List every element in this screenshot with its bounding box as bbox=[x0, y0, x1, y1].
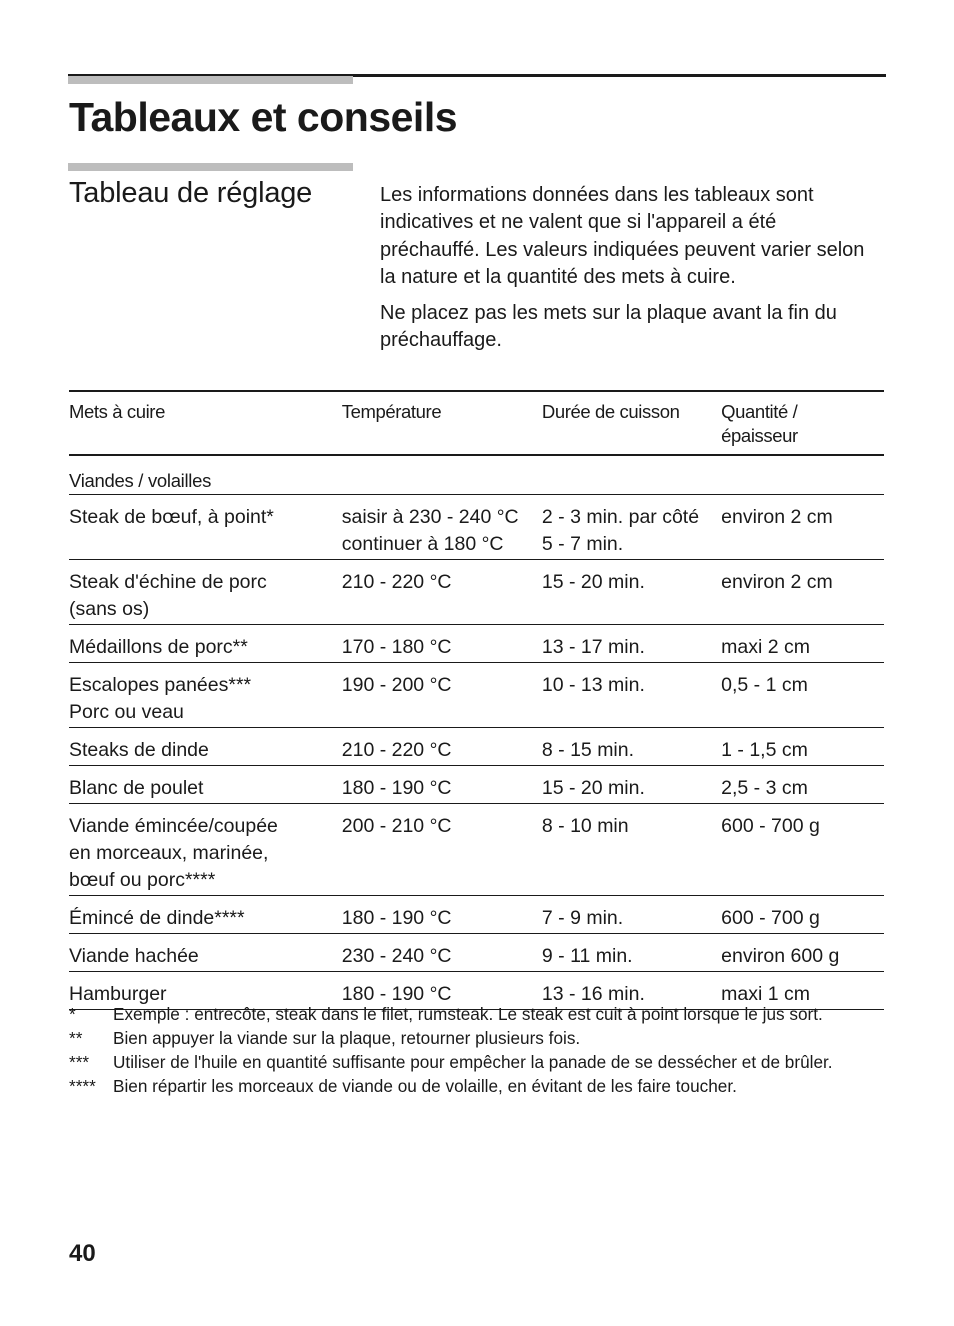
cell-duration: 15 - 20 min. bbox=[541, 571, 645, 593]
cell-duration: 10 - 13 min. bbox=[541, 674, 645, 696]
cell-quantity: 600 - 700 g bbox=[721, 815, 820, 837]
footnote-text: Exemple : entrecôte, steak dans le filet, rumsteak. Le steak est cuit à point lorsque le jus sort. bbox=[113, 1004, 823, 1024]
cell-duration: 13 - 17 min. bbox=[541, 636, 645, 658]
header-dish: Mets à cuire bbox=[69, 401, 165, 422]
cell-duration: 7 - 9 min. bbox=[541, 907, 624, 929]
cell-quantity: environ 2 cm bbox=[721, 571, 833, 593]
cell-temperature: 180 - 190 °C bbox=[341, 777, 452, 799]
cell-dish: Viande émincée/coupée en morceaux, marinée, bœuf ou porc**** bbox=[69, 815, 278, 891]
intro-paragraph: Les informations données dans les tableaux sont indicatives et ne valent que si l'appareil a été préchauffé. Les valeurs indiquées peuvent varier selon la nature et la quantité des mets à cuire. bbox=[380, 184, 865, 288]
cell-quantity: environ 600 g bbox=[721, 945, 840, 967]
cell-temperature: 180 - 190 °C bbox=[341, 983, 452, 1005]
footnotes bbox=[69, 1002, 884, 1098]
cell-temperature: 210 - 220 °C bbox=[341, 739, 452, 761]
intro-text bbox=[380, 182, 880, 364]
cell-quantity: maxi 1 cm bbox=[721, 983, 811, 1005]
cell-dish: Steak d'échine de porc (sans os) bbox=[69, 571, 267, 620]
cell-temperature: 210 - 220 °C bbox=[341, 571, 452, 593]
section-rule-accent bbox=[68, 163, 353, 171]
footnote bbox=[69, 1074, 884, 1098]
table-row bbox=[69, 766, 884, 804]
cell-dish: Viande hachée bbox=[69, 945, 199, 967]
cell-quantity: 2,5 - 3 cm bbox=[721, 777, 808, 799]
cell-dish: Médaillons de porc** bbox=[69, 636, 248, 658]
footnote-mark: * bbox=[69, 1004, 76, 1024]
section-title: Tableau de réglage bbox=[69, 177, 313, 209]
top-rule-accent bbox=[68, 76, 353, 84]
table-row bbox=[69, 560, 884, 625]
cell-temperature: 190 - 200 °C bbox=[341, 674, 452, 696]
table-row bbox=[69, 663, 884, 728]
cell-duration: 8 - 10 min bbox=[541, 815, 629, 837]
intro-paragraph: Ne placez pas les mets sur la plaque avant la fin du préchauffage. bbox=[380, 302, 837, 352]
cell-quantity: maxi 2 cm bbox=[721, 636, 811, 658]
cell-quantity: 0,5 - 1 cm bbox=[721, 674, 808, 696]
cell-temperature: 180 - 190 °C bbox=[341, 907, 452, 929]
cell-duration: 8 - 15 min. bbox=[541, 739, 635, 761]
footnote-mark: **** bbox=[69, 1076, 96, 1096]
footnote-text: Bien appuyer la viande sur la plaque, retourner plusieurs fois. bbox=[113, 1028, 581, 1048]
cell-dish: Émincé de dinde**** bbox=[69, 907, 245, 929]
cell-quantity: 1 - 1,5 cm bbox=[721, 739, 808, 761]
footnote bbox=[69, 1026, 884, 1050]
settings-table bbox=[69, 390, 884, 1010]
cell-duration: 9 - 11 min. bbox=[541, 945, 633, 967]
cell-quantity: environ 2 cm bbox=[721, 506, 833, 528]
cell-dish: Steaks de dinde bbox=[69, 739, 209, 761]
table-row bbox=[69, 804, 884, 896]
cell-temperature: saisir à 230 - 240 °C continuer à 180 °C bbox=[341, 506, 519, 555]
cell-temperature: 200 - 210 °C bbox=[341, 815, 452, 837]
cell-dish: Escalopes panées*** Porc ou veau bbox=[69, 674, 252, 723]
cell-temperature: 230 - 240 °C bbox=[341, 945, 452, 967]
cell-duration: 13 - 16 min. bbox=[541, 983, 645, 1005]
group-label: Viandes / volailles bbox=[69, 470, 212, 491]
footnote-mark: ** bbox=[69, 1028, 83, 1048]
page-title: Tableaux et conseils bbox=[69, 94, 458, 140]
footnote-text: Utiliser de l'huile en quantité suffisante pour empêcher la panade de se dessécher et de brûler. bbox=[113, 1052, 833, 1072]
table-row bbox=[69, 934, 884, 972]
footnote-mark: *** bbox=[69, 1052, 90, 1072]
footnote bbox=[69, 1002, 884, 1026]
cell-duration: 2 - 3 min. par côté 5 - 7 min. bbox=[541, 506, 700, 555]
table-row bbox=[69, 896, 884, 934]
cell-temperature: 170 - 180 °C bbox=[341, 636, 452, 658]
cell-duration: 15 - 20 min. bbox=[541, 777, 645, 799]
cell-dish: Hamburger bbox=[69, 983, 167, 1005]
table-group-row bbox=[69, 455, 884, 495]
cell-dish: Steak de bœuf, à point* bbox=[69, 506, 274, 528]
footnote bbox=[69, 1050, 884, 1074]
cell-dish: Blanc de poulet bbox=[69, 777, 204, 799]
table-row bbox=[69, 625, 884, 663]
cell-quantity: 600 - 700 g bbox=[721, 907, 820, 929]
page-number: 40 bbox=[69, 1240, 96, 1267]
header-duration: Durée de cuisson bbox=[541, 401, 680, 422]
footnote-text: Bien répartir les morceaux de viande ou de volaille, en évitant de les faire toucher. bbox=[113, 1076, 737, 1096]
table-header-row bbox=[69, 391, 884, 455]
header-quantity: Quantité / épaisseur bbox=[721, 401, 798, 446]
table-row bbox=[69, 728, 884, 766]
table-row bbox=[69, 495, 884, 560]
header-temperature: Température bbox=[341, 401, 442, 422]
